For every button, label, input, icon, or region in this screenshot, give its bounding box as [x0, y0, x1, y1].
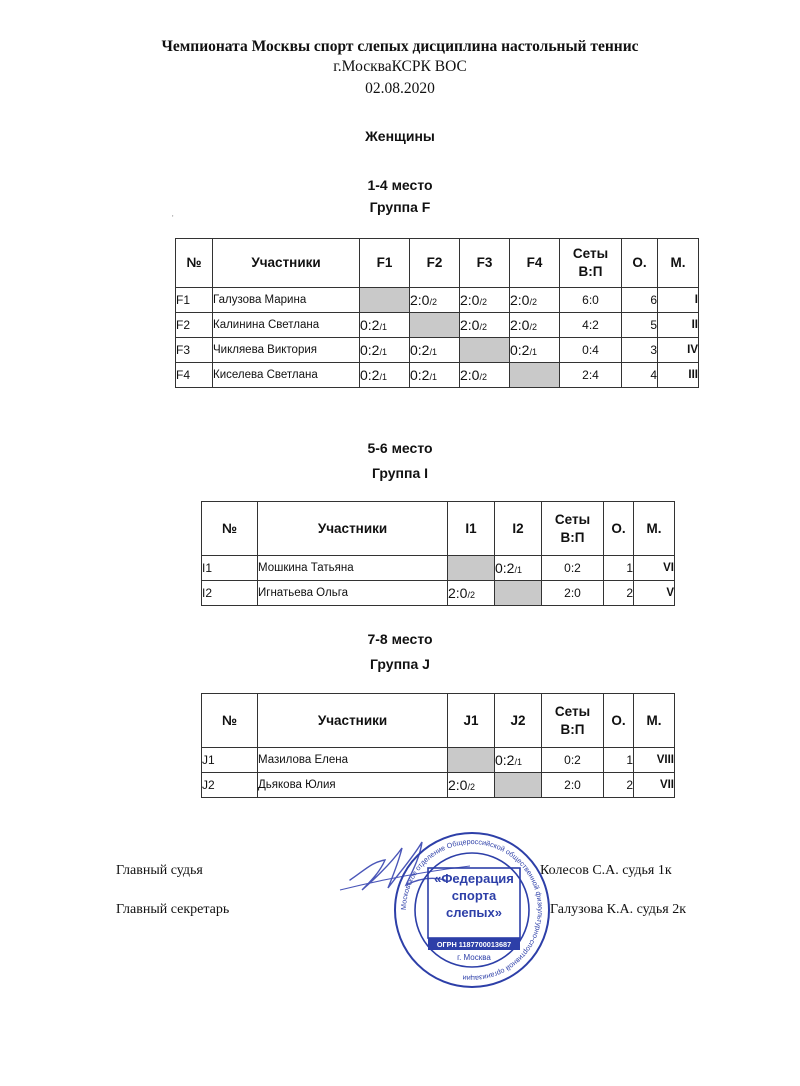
match-score: 2:0 [460, 367, 480, 383]
match-points: /1 [379, 322, 387, 332]
sets-ratio: 2:0 [542, 773, 604, 798]
match-score: 0:2 [360, 367, 380, 383]
group-j-table [201, 693, 675, 798]
match-score-cell [360, 338, 410, 363]
column-header: № [176, 239, 213, 288]
sets-ratio: 0:4 [560, 338, 622, 363]
group-f-label: Группа F [369, 199, 431, 215]
column-header: F4 [510, 239, 560, 288]
points-total: 6 [622, 288, 658, 313]
player-name: Дьякова Юлия [258, 773, 448, 798]
self-match-cell [448, 556, 495, 581]
final-place: VIII [634, 748, 675, 773]
player-name: Игнатьева Ольга [258, 581, 448, 606]
sets-ratio: 0:2 [542, 748, 604, 773]
column-header: Участники [258, 502, 448, 556]
column-header: Сеты В:П [560, 239, 622, 288]
match-score: 2:0 [510, 292, 530, 308]
table-row [202, 581, 675, 606]
player-code: I2 [202, 581, 258, 606]
match-score: 2:0 [448, 777, 468, 793]
document-date: 02.08.2020 [365, 80, 435, 97]
player-code: F1 [176, 288, 213, 313]
category-heading: Женщины [365, 128, 435, 144]
match-score-cell [460, 313, 510, 338]
player-name: Чикляева Виктория [213, 338, 360, 363]
document-venue: г.МоскваКСРК ВОС [333, 58, 467, 75]
player-name: Киселева Светлана [213, 363, 360, 388]
self-match-cell [460, 338, 510, 363]
match-points: /2 [529, 297, 537, 307]
match-points: /1 [514, 757, 522, 767]
self-match-cell [495, 773, 542, 798]
match-score-cell [448, 581, 495, 606]
final-place: III [658, 363, 699, 388]
match-score: 2:0 [460, 292, 480, 308]
column-header: Сеты В:П [542, 502, 604, 556]
stamp-city: г. Москва [457, 953, 491, 962]
match-score-cell [448, 773, 495, 798]
final-place: II [658, 313, 699, 338]
sets-ratio: 2:4 [560, 363, 622, 388]
match-score-cell [410, 288, 460, 313]
final-place: V [634, 581, 675, 606]
player-code: F4 [176, 363, 213, 388]
match-points: /2 [467, 590, 475, 600]
chief-secretary-name: Галузова К.А. судья 2к [550, 902, 687, 917]
points-total: 2 [604, 773, 634, 798]
match-score-cell [495, 556, 542, 581]
sets-ratio: 6:0 [560, 288, 622, 313]
stamp-ogrn: ОГРН 1187700013687 [436, 940, 512, 949]
player-name: Мазилова Елена [258, 748, 448, 773]
points-total: 2 [604, 581, 634, 606]
column-header: № [202, 694, 258, 748]
final-place: IV [658, 338, 699, 363]
match-score-cell [460, 288, 510, 313]
column-header: О. [604, 694, 634, 748]
sets-ratio: 0:2 [542, 556, 604, 581]
match-score: 2:0 [448, 585, 468, 601]
match-points: /1 [429, 372, 437, 382]
match-score-cell [460, 363, 510, 388]
scan-mark: ' [172, 214, 174, 223]
points-total: 5 [622, 313, 658, 338]
match-points: /2 [467, 782, 475, 792]
column-header: J2 [495, 694, 542, 748]
player-code: J2 [202, 773, 258, 798]
match-score: 0:2 [495, 560, 515, 576]
player-code: F3 [176, 338, 213, 363]
match-score: 0:2 [410, 342, 430, 358]
column-header: F3 [460, 239, 510, 288]
final-place: I [658, 288, 699, 313]
points-total: 1 [604, 748, 634, 773]
match-points: /2 [529, 322, 537, 332]
match-score-cell [495, 748, 542, 773]
match-points: /1 [379, 347, 387, 357]
match-score: 0:2 [410, 367, 430, 383]
match-score: 2:0 [460, 317, 480, 333]
match-score-cell [510, 313, 560, 338]
player-name: Мошкина Татьяна [258, 556, 448, 581]
final-place: VII [634, 773, 675, 798]
player-code: I1 [202, 556, 258, 581]
match-score: 0:2 [495, 752, 515, 768]
table-row [202, 556, 675, 581]
column-header: Участники [258, 694, 448, 748]
self-match-cell [360, 288, 410, 313]
points-total: 4 [622, 363, 658, 388]
chief-judge-label: Главный судья [116, 863, 203, 878]
table-row [202, 748, 675, 773]
match-score-cell [360, 363, 410, 388]
match-points: /1 [529, 347, 537, 357]
group-f-table [175, 238, 699, 388]
self-match-cell [448, 748, 495, 773]
column-header: М. [634, 502, 675, 556]
match-score-cell [510, 288, 560, 313]
match-score-cell [510, 338, 560, 363]
column-header: Сеты В:П [542, 694, 604, 748]
column-header: № [202, 502, 258, 556]
match-score: 2:0 [410, 292, 430, 308]
column-header: F1 [360, 239, 410, 288]
table-row [176, 288, 699, 313]
column-header: J1 [448, 694, 495, 748]
column-header: I2 [495, 502, 542, 556]
column-header: F2 [410, 239, 460, 288]
match-points: /1 [429, 347, 437, 357]
sets-ratio: 4:2 [560, 313, 622, 338]
match-points: /2 [479, 372, 487, 382]
column-header: О. [604, 502, 634, 556]
match-points: /2 [429, 297, 437, 307]
group-f-place-label: 1-4 место [367, 177, 433, 193]
group-i-place-label: 5-6 место [367, 440, 433, 456]
stamp-center-text: «Федерация спорта слепых» [434, 871, 514, 920]
player-name: Галузова Марина [213, 288, 360, 313]
match-score: 0:2 [510, 342, 530, 358]
match-score: 2:0 [510, 317, 530, 333]
column-header: I1 [448, 502, 495, 556]
match-score-cell [410, 363, 460, 388]
match-score-cell [410, 338, 460, 363]
group-i-table [201, 501, 675, 606]
player-name: Калинина Светлана [213, 313, 360, 338]
player-code: F2 [176, 313, 213, 338]
stamp-ring-text: Московское отделение Общероссийской общественной физкультурно-спортивной организации [398, 836, 546, 984]
chief-secretary-label: Главный секретарь [116, 902, 230, 917]
column-header: Участники [213, 239, 360, 288]
match-points: /2 [479, 322, 487, 332]
column-header: М. [658, 239, 699, 288]
table-row [176, 338, 699, 363]
sets-ratio: 2:0 [542, 581, 604, 606]
points-total: 3 [622, 338, 658, 363]
self-match-cell [495, 581, 542, 606]
final-place: VI [634, 556, 675, 581]
group-j-place-label: 7-8 место [367, 631, 433, 647]
points-total: 1 [604, 556, 634, 581]
table-row [202, 773, 675, 798]
match-score: 0:2 [360, 342, 380, 358]
group-i-label: Группа I [371, 465, 429, 481]
self-match-cell [510, 363, 560, 388]
table-row [176, 363, 699, 388]
match-score: 0:2 [360, 317, 380, 333]
table-row [176, 313, 699, 338]
chief-judge-name: Колесов С.А. судья 1к [540, 863, 672, 878]
self-match-cell [410, 313, 460, 338]
player-code: J1 [202, 748, 258, 773]
document-title: Чемпионата Москвы спорт слепых дисциплина настольный теннис [161, 38, 639, 55]
match-points: /2 [479, 297, 487, 307]
group-j-label: Группа J [370, 656, 430, 672]
organization-stamp [392, 830, 552, 990]
column-header: М. [634, 694, 675, 748]
column-header: О. [622, 239, 658, 288]
match-points: /1 [514, 565, 522, 575]
match-points: /1 [379, 372, 387, 382]
match-score-cell [360, 313, 410, 338]
